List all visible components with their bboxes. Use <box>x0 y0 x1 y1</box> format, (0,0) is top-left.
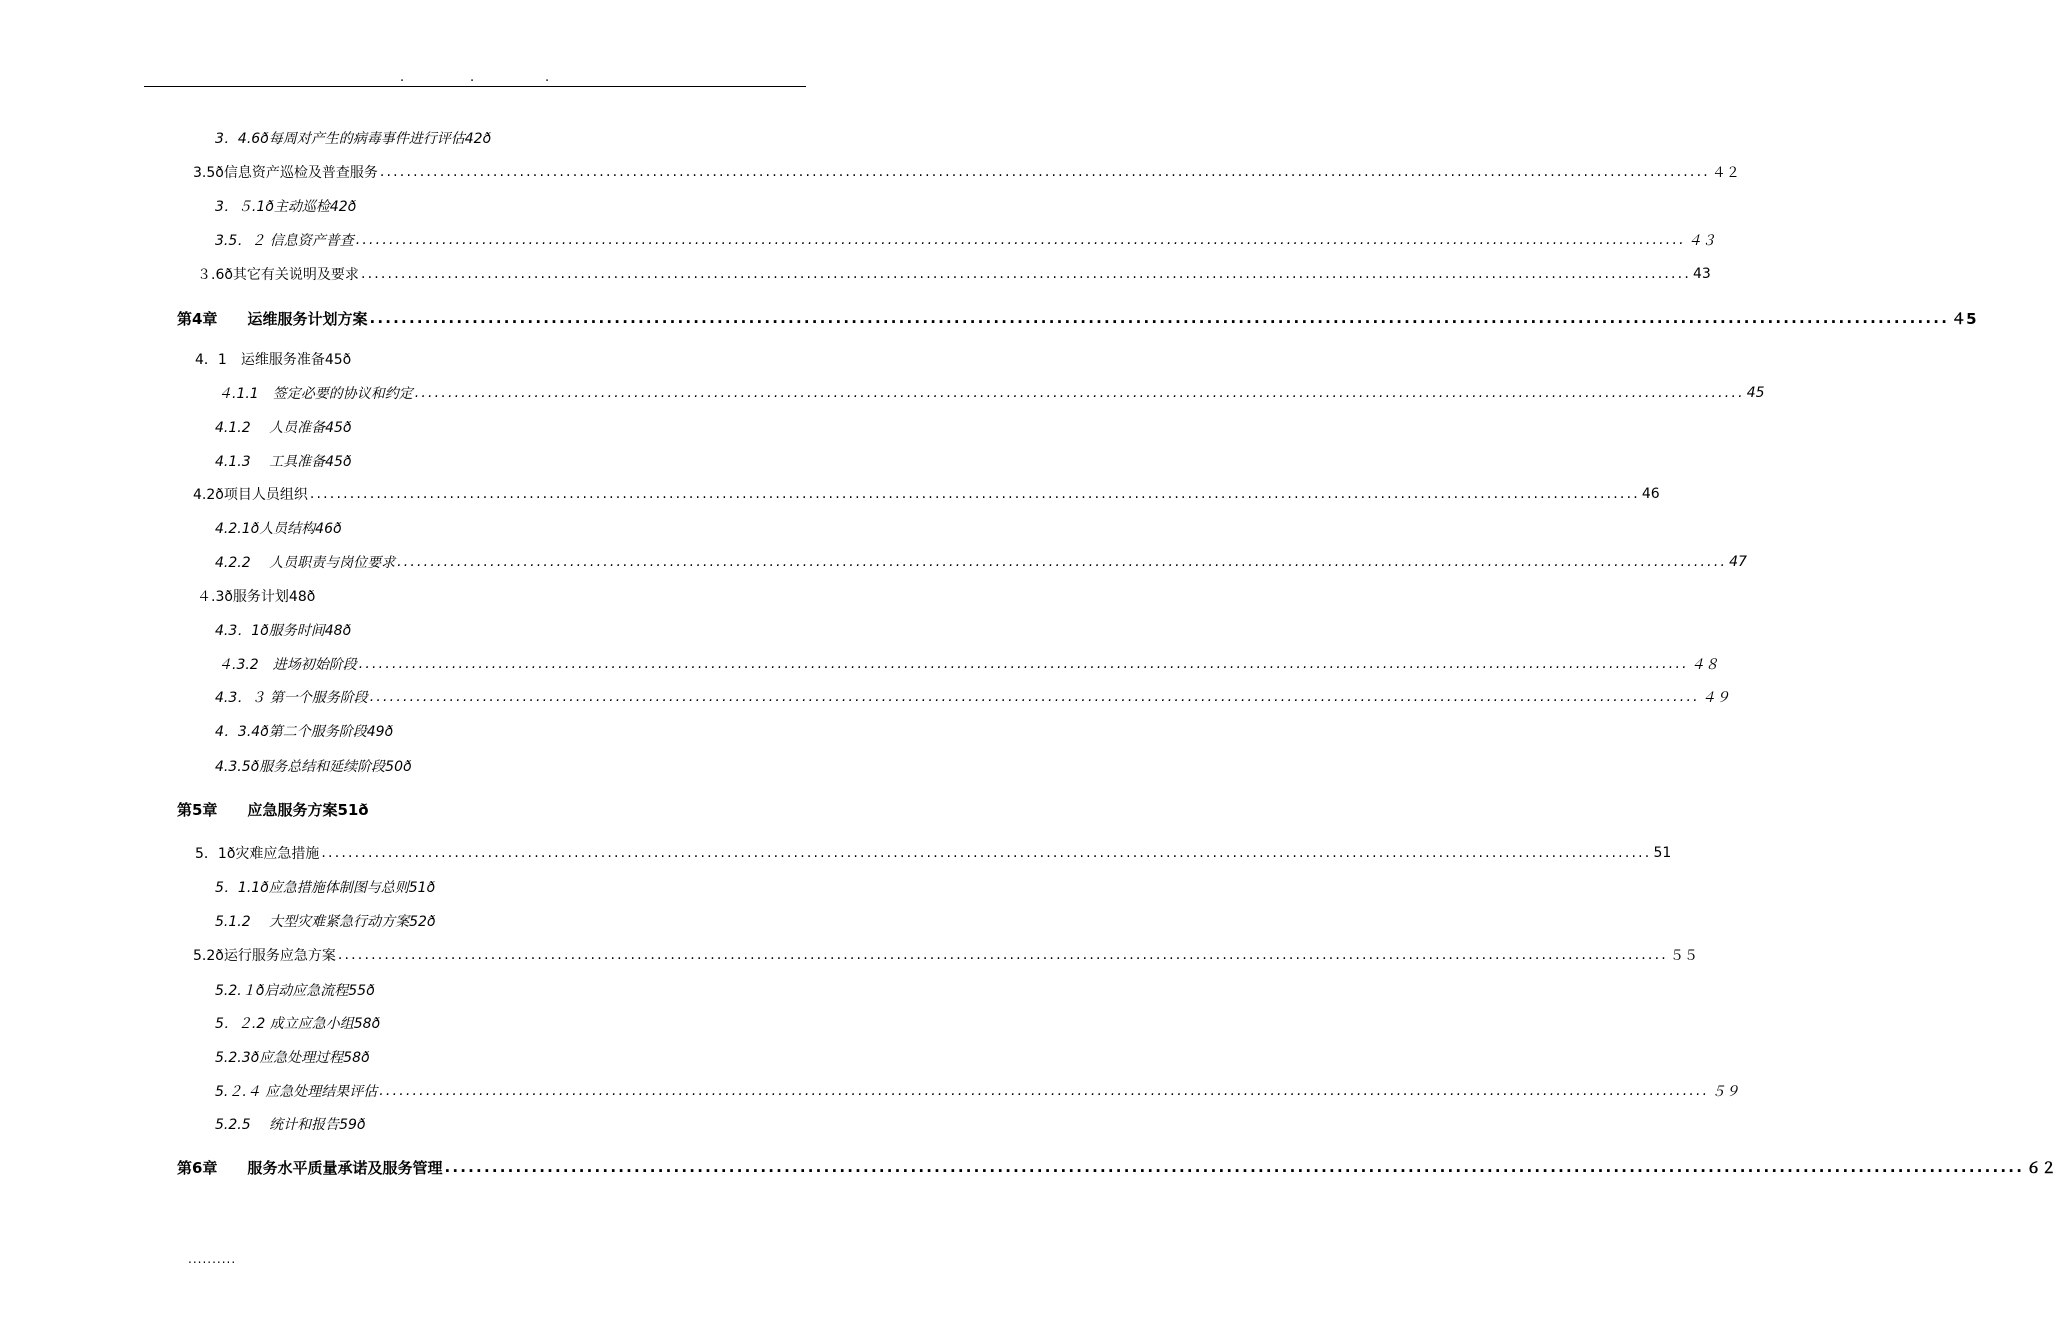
toc-entry[interactable] <box>215 1113 365 1135</box>
toc-entry[interactable] <box>177 1156 2056 1178</box>
toc-entry-title: 5.2ð运行服务应急方案 <box>193 948 336 964</box>
toc-entry-title: 5．２.2 成立应急小组58ð <box>215 1016 381 1032</box>
header-dot: . <box>400 70 405 85</box>
toc-page-number: ５５ <box>1669 948 1698 964</box>
toc-entry[interactable] <box>218 653 1719 675</box>
toc-entry-title: 第5章 应急服务方案51ð <box>177 800 369 819</box>
dot-leader: ........................................................................................................................................................................................................ <box>337 947 1668 963</box>
toc-entry[interactable] <box>215 416 351 438</box>
toc-entry-title: 第4章 运维服务计划方案 <box>177 309 368 328</box>
toc-entry[interactable] <box>193 161 1740 183</box>
toc-entry-title: 3.5．２ 信息资产普查 <box>215 233 354 249</box>
toc-entry-title: ３.6ð其它有关说明及要求 <box>197 267 359 283</box>
toc-entry-title: ４.3ð服务计划48ð <box>197 589 316 605</box>
toc-entry-title: 4．1 运维服务准备45ð <box>195 352 352 368</box>
header-dot: . <box>545 70 550 85</box>
dot-leader: ........................................................................................................................................................................................................ <box>360 266 1691 282</box>
dot-leader: ........................................................................................................................................................................................................ <box>321 845 1652 861</box>
toc-entry-title: 4.2ð项目人员组织 <box>193 487 308 503</box>
toc-entry-title: 5．1.1ð应急措施体制图与总则51ð <box>215 880 436 896</box>
toc-entry[interactable] <box>177 307 1977 329</box>
toc-page-number: ４5 <box>1951 309 1977 328</box>
toc-entry-title: ４.3.2 进场初始阶段 <box>218 657 357 673</box>
toc-entry-title: 5.２.４ 应急处理结果评估 <box>215 1084 378 1100</box>
toc-entry[interactable] <box>215 517 342 539</box>
toc-page-number: 51 <box>1653 845 1672 861</box>
toc-entry[interactable] <box>215 755 412 777</box>
toc-entry[interactable] <box>177 798 369 820</box>
toc-entry[interactable] <box>215 910 435 932</box>
header-dot: . <box>470 70 475 85</box>
toc-entry[interactable] <box>215 619 351 641</box>
toc-entry[interactable] <box>195 842 1672 864</box>
toc-entry-title: 4.3．1ð服务时间48ð <box>215 623 352 639</box>
toc-page-number: 43 <box>1692 266 1711 282</box>
toc-page-number: ６２ <box>2026 1158 2056 1177</box>
toc-entry-title: 4.1.2 人员准备45ð <box>215 420 352 436</box>
toc-page-number: 45 <box>1746 385 1765 401</box>
toc-entry-title: 4.2.2 人员职责与岗位要求 <box>215 555 396 571</box>
dot-leader: ........................................................................................................................................................................................................ <box>355 232 1686 248</box>
toc-entry[interactable] <box>215 979 375 1001</box>
toc-page-number: ５９ <box>1711 1084 1740 1100</box>
toc-entry-title: 4.3．３ 第一个服务阶段 <box>215 690 368 706</box>
dot-leader: ........................................................................................................................................................................................................ <box>309 486 1640 502</box>
toc-entry-title: 4.1.3 工具准备45ð <box>215 454 352 470</box>
toc-entry-title: 3．4.6ð每周对产生的病毒事件进行评估42ð <box>215 131 492 147</box>
toc-entry-title: ４.1.1 签定必要的协议和约定 <box>218 386 413 402</box>
toc-entry[interactable] <box>215 551 1747 573</box>
toc-entry[interactable] <box>215 720 393 742</box>
toc-entry[interactable] <box>197 585 315 607</box>
toc-entry[interactable] <box>215 1046 370 1068</box>
toc-entry[interactable] <box>193 483 1660 505</box>
toc-entry-title: 5.2.１ð启动应急流程55ð <box>215 983 375 999</box>
toc-entry-title: 5.2.3ð应急处理过程58ð <box>215 1050 370 1066</box>
dot-leader: ........................................................................................................................................................................................................ <box>444 1158 2025 1176</box>
dot-leader: ........................................................................................................................................................................................................ <box>397 554 1728 570</box>
toc-page-number: 47 <box>1729 554 1747 570</box>
toc-entry-title: 3．５.1ð主动巡检42ð <box>215 199 357 215</box>
dot-leader: ........................................................................................................................................................................................................ <box>379 164 1710 180</box>
toc-entry[interactable] <box>215 450 351 472</box>
toc-entry-title: 5.2.5 统计和报告59ð <box>215 1117 366 1133</box>
toc-page-number: 46 <box>1641 486 1660 502</box>
footer-dots: .......... <box>188 1252 237 1266</box>
toc-entry[interactable] <box>218 382 1765 404</box>
toc-entry[interactable] <box>215 1080 1740 1102</box>
toc-page-number: ４２ <box>1711 165 1740 181</box>
dot-leader: ........................................................................................................................................................................................................ <box>379 1083 1710 1099</box>
toc-entry[interactable] <box>215 127 491 149</box>
toc-entry[interactable] <box>197 263 1711 285</box>
toc-entry[interactable] <box>215 1012 380 1034</box>
toc-entry[interactable] <box>193 944 1698 966</box>
toc-entry-title: 4.2.1ð人员结构46ð <box>215 521 342 537</box>
dot-leader: ........................................................................................................................................................................................................ <box>369 309 1950 327</box>
toc-entry[interactable] <box>215 195 356 217</box>
toc-entry[interactable] <box>195 348 351 370</box>
toc-page-number: ４３ <box>1687 233 1716 249</box>
toc-entry-title: 第6章 服务水平质量承诺及服务管理 <box>177 1158 443 1177</box>
toc-page-number: ４８ <box>1690 657 1719 673</box>
dot-leader: ........................................................................................................................................................................................................ <box>358 656 1689 672</box>
toc-entry-title: 5.1.2 大型灾难紧急行动方案52ð <box>215 914 436 930</box>
dot-leader: ........................................................................................................................................................................................................ <box>369 689 1700 705</box>
toc-page-number: ４９ <box>1701 690 1730 706</box>
toc-entry-title: 3.5ð信息资产巡检及普查服务 <box>193 165 378 181</box>
toc-entry[interactable] <box>215 229 1716 251</box>
toc-entry-title: 5．1ð灾难应急措施 <box>195 846 320 862</box>
dot-leader: ........................................................................................................................................................................................................ <box>414 385 1745 401</box>
toc-entry[interactable] <box>215 686 1730 708</box>
toc-entry-title: 4．3.4ð第二个服务阶段49ð <box>215 724 394 740</box>
toc-entry-title: 4.3.5ð服务总结和延续阶段50ð <box>215 759 412 775</box>
toc-entry[interactable] <box>215 876 435 898</box>
